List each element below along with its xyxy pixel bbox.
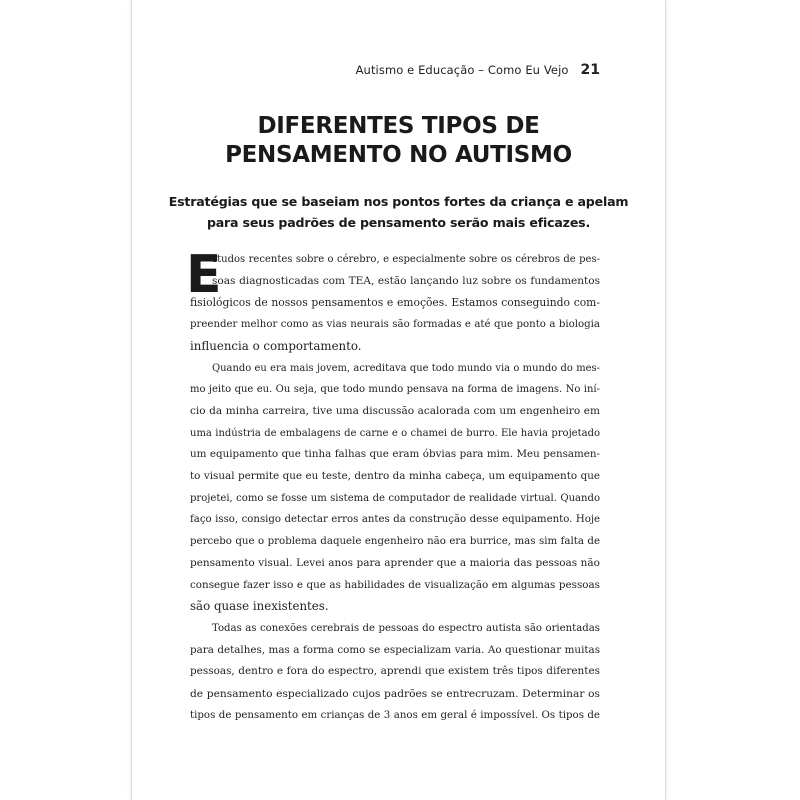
text-line: uma indústria de embalagens de carne e o chamei de burro. Ele havia projetado [190, 427, 600, 439]
chapter-epigraph [132, 191, 665, 233]
paragraph-2 [190, 358, 600, 618]
text-line: to visual permite que eu teste, dentro da minha cabeça, um equipamento que [190, 470, 600, 483]
text-line: pessoas, dentro e fora do espectro, aprendi que existem três tipos diferentes [190, 665, 600, 678]
text-line: pensamento visual. Levei anos para aprender que a maioria das pessoas não [190, 556, 600, 569]
text-line: para detalhes, mas a forma como se especializam varia. Ao questionar muitas [190, 643, 600, 656]
epigraph-line: para seus padrões de pensamento serão mais eficazes. [206, 215, 591, 230]
text-line: são quase inexistentes. [190, 599, 329, 614]
text-line: studos recentes sobre o cérebro, e especialmente sobre os cérebros de pes- [212, 254, 600, 265]
text-line: influencia o comportamento. [190, 338, 362, 353]
text-line: percebo que o problema daquele engenheiro não era burrice, mas sim falta de [190, 536, 600, 548]
chapter-title-line: DIFERENTES TIPOS DE [257, 113, 540, 139]
chapter-title-line: PENSAMENTO NO AUTISMO [225, 142, 572, 168]
running-header [356, 62, 600, 78]
text-line: soas diagnosticadas com TEA, estão lançando luz sobre os fundamentos [212, 274, 600, 287]
text-line: mo jeito que eu. Ou seja, que todo mundo pensava na forma de imagens. No iní- [190, 384, 600, 396]
chapter-title [132, 112, 665, 170]
text-line: projetei, como se fosse um sistema de computador de realidade virtual. Quando [190, 492, 600, 504]
text-line: de pensamento especializado cujos padrões se entrecruzam. Determinar os [190, 687, 600, 701]
text-line: cio da minha carreira, tive uma discussão acalorada com um engenheiro em [190, 404, 600, 417]
text-line: Todas as conexões cerebrais de pessoas do espectro autista são orientadas [212, 622, 600, 634]
text-line: faço isso, consigo detectar erros antes da construção desse equipamento. Hoje [190, 514, 600, 526]
page-number: 21 [580, 62, 600, 78]
text-line: um equipamento que tinha falhas que eram óbvias para mim. Meu pensamen- [190, 448, 600, 461]
paragraph-3 [190, 618, 600, 727]
drop-cap: E [186, 245, 222, 305]
epigraph-line: Estratégias que se baseiam nos pontos fortes da criança e apelam [168, 194, 629, 209]
text-line: Quando eu era mais jovem, acreditava que todo mundo via o mundo do mes- [212, 362, 600, 374]
paragraph-1 [186, 245, 600, 358]
text-line: tipos de pensamento em crianças de 3 anos em geral é impossível. Os tipos de [190, 708, 600, 721]
text-line: fisiológicos de nossos pensamentos e emoções. Estamos conseguindo com- [190, 296, 600, 310]
text-line: preender melhor como as vias neurais são formadas e até que ponto a biologia [190, 319, 600, 331]
book-page [132, 0, 665, 800]
body-text [186, 245, 600, 726]
text-line: consegue fazer isso e que as habilidades de visualização em algumas pessoas [190, 578, 600, 591]
running-header-title: Autismo e Educação – Como Eu Vejo [355, 63, 569, 77]
